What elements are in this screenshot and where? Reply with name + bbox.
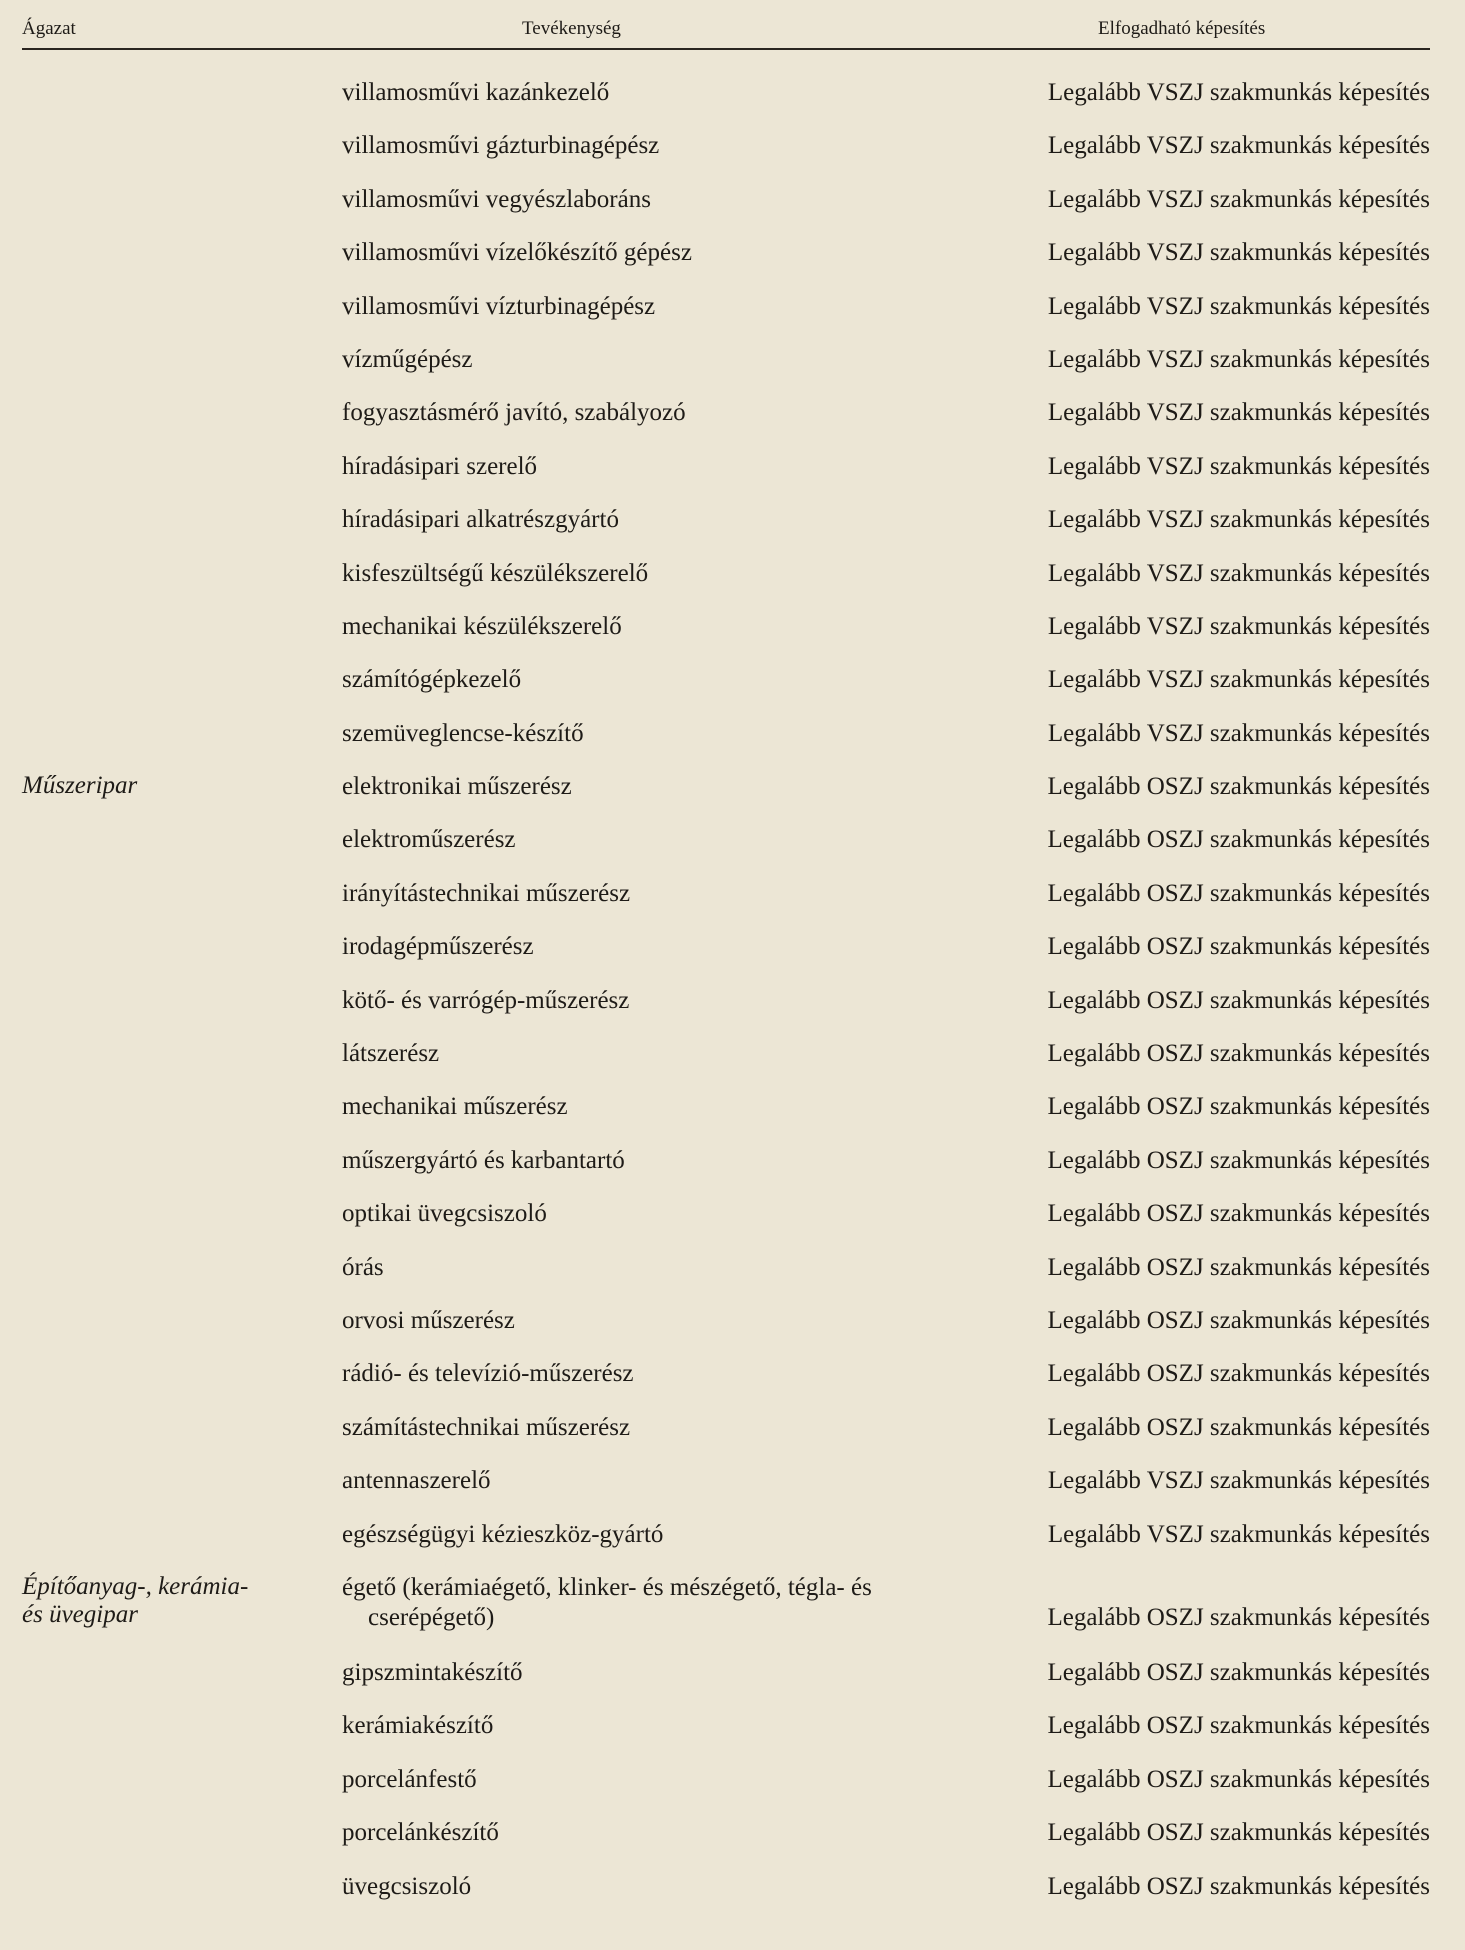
cell-tevekenyseg: porcelánfestő — [342, 1765, 477, 1793]
cell-tevekenyseg: számítástechnikai műszerész — [342, 1413, 631, 1441]
table-row — [22, 1866, 1430, 1919]
cell-tevekenyseg: villamosművi gázturbinagépész — [342, 132, 660, 160]
cell-kepesites: Legalább OSZJ szakmunkás képesítés — [1047, 1146, 1430, 1174]
cell-tevekenyseg: irodagépműszerész — [342, 933, 534, 961]
cell-tevekenyseg: orvosi műszerész — [342, 1306, 515, 1334]
cell-kepesites: Legalább VSZJ szakmunkás képesítés — [1047, 185, 1430, 213]
table-row — [22, 499, 1430, 552]
table-row — [22, 819, 1430, 872]
cell-kepesites: Legalább VSZJ szakmunkás képesítés — [1047, 239, 1430, 267]
table-row — [22, 1353, 1430, 1406]
cell-kepesites: Legalább VSZJ szakmunkás képesítés — [1047, 612, 1430, 640]
cell-kepesites: Legalább OSZJ szakmunkás képesítés — [1047, 1413, 1430, 1441]
cell-kepesites: Legalább VSZJ szakmunkás képesítés — [1047, 1467, 1430, 1495]
table-row — [22, 1033, 1430, 1086]
cell-kepesites: Legalább VSZJ szakmunkás képesítés — [1047, 719, 1430, 747]
cell-kepesites: Legalább VSZJ szakmunkás képesítés — [1047, 1520, 1430, 1548]
cell-kepesites: Legalább VSZJ szakmunkás képesítés — [1047, 132, 1430, 160]
cell-tevekenyseg: optikai üvegcsiszoló — [342, 1200, 547, 1228]
table-row — [22, 766, 1430, 819]
cell-kepesites: Legalább OSZJ szakmunkás képesítés — [1047, 773, 1430, 801]
cell-agazat: Műszeripar — [22, 772, 138, 800]
table-row — [22, 72, 1430, 125]
cell-kepesites: Legalább VSZJ szakmunkás képesítés — [1047, 559, 1430, 587]
table-row — [22, 286, 1430, 339]
cell-tevekenyseg: szemüveglencse-készítő — [342, 719, 584, 747]
table-row — [22, 980, 1430, 1033]
cell-tevekenyseg: órás — [342, 1253, 384, 1281]
cell-tevekenyseg: egészségügyi kézieszköz-gyártó — [342, 1520, 664, 1548]
cell-kepesites: Legalább VSZJ szakmunkás képesítés — [1047, 345, 1430, 373]
cell-tevekenyseg: mechanikai műszerész — [342, 1093, 568, 1121]
cell-tevekenyseg: mechanikai készülékszerelő — [342, 612, 622, 640]
table-row — [22, 1086, 1430, 1139]
cell-tevekenyseg: porcelánkészítő — [342, 1819, 499, 1847]
cell-tevekenyseg: elektroműszerész — [342, 826, 516, 854]
cell-tevekenyseg: számítógépkezelő — [342, 666, 522, 694]
table-row — [22, 1460, 1430, 1513]
cell-kepesites: Legalább VSZJ szakmunkás képesítés — [1047, 292, 1430, 320]
table-row — [22, 1812, 1430, 1865]
cell-kepesites: Legalább OSZJ szakmunkás képesítés — [1047, 1765, 1430, 1793]
cell-kepesites: Legalább OSZJ szakmunkás képesítés — [1047, 1306, 1430, 1334]
table-row — [22, 1407, 1430, 1460]
cell-kepesites: Legalább VSZJ szakmunkás képesítés — [1047, 399, 1430, 427]
table-row — [22, 179, 1430, 232]
cell-tevekenyseg: híradásipari alkatrészgyártó — [342, 506, 619, 534]
cell-tevekenyseg: villamosművi vegyészlaboráns — [342, 185, 651, 213]
cell-kepesites: Legalább OSZJ szakmunkás képesítés — [1047, 1658, 1430, 1686]
cell-tevekenyseg: műszergyártó és karbantartó — [342, 1146, 625, 1174]
cell-kepesites: Legalább OSZJ szakmunkás képesítés — [1047, 1603, 1430, 1631]
table-body — [22, 72, 1430, 1919]
cell-kepesites: Legalább OSZJ szakmunkás képesítés — [1047, 1200, 1430, 1228]
cell-tevekenyseg: fogyasztásmérő javító, szabályozó — [342, 399, 686, 427]
header-kepesites: Elfogadható képesítés — [1098, 18, 1266, 39]
cell-tevekenyseg: híradásipari szerelő — [342, 452, 538, 480]
cell-kepesites: Legalább VSZJ szakmunkás képesítés — [1047, 452, 1430, 480]
cell-tevekenyseg: kerámiakészítő — [342, 1712, 494, 1740]
table-row — [22, 606, 1430, 659]
header-agazat: Ágazat — [22, 18, 76, 39]
table-row — [22, 713, 1430, 766]
cell-kepesites: Legalább OSZJ szakmunkás képesítés — [1047, 1819, 1430, 1847]
table-row — [22, 1193, 1430, 1246]
table-row — [22, 232, 1430, 285]
table-row — [22, 446, 1430, 499]
cell-tevekenyseg: látszerész — [342, 1040, 440, 1068]
table-row — [22, 1652, 1430, 1705]
cell-kepesites: Legalább OSZJ szakmunkás képesítés — [1047, 1253, 1430, 1281]
cell-agazat: Építőanyag-, kerámia- és üvegipar — [22, 1572, 249, 1628]
table-row — [22, 1705, 1430, 1758]
table-row — [22, 339, 1430, 392]
table-row — [22, 1567, 1430, 1652]
table-row — [22, 392, 1430, 445]
cell-kepesites: Legalább OSZJ szakmunkás képesítés — [1047, 879, 1430, 907]
cell-kepesites: Legalább OSZJ szakmunkás képesítés — [1047, 1040, 1430, 1068]
table-row — [22, 125, 1430, 178]
table-row — [22, 1514, 1430, 1567]
cell-tevekenyseg: elektronikai műszerész — [342, 773, 572, 801]
cell-tevekenyseg: kötő- és varrógép-műszerész — [342, 986, 630, 1014]
table-row — [22, 1247, 1430, 1300]
cell-tevekenyseg: rádió- és televízió-műszerész — [342, 1360, 634, 1388]
table-row — [22, 1140, 1430, 1193]
cell-tevekenyseg: villamosművi vízelőkészítő gépész — [342, 239, 692, 267]
table-row — [22, 659, 1430, 712]
cell-tevekenyseg: égető (kerámiaégető, klinker- és mészégető, tégla- és cserépégető) — [342, 1573, 872, 1631]
cell-tevekenyseg: vízműgépész — [342, 345, 473, 373]
header-tevekenyseg: Tevékenység — [522, 18, 621, 39]
cell-tevekenyseg: üvegcsiszoló — [342, 1872, 472, 1900]
table-row — [22, 1759, 1430, 1812]
cell-kepesites: Legalább OSZJ szakmunkás képesítés — [1047, 1360, 1430, 1388]
cell-kepesites: Legalább VSZJ szakmunkás képesítés — [1047, 506, 1430, 534]
cell-kepesites: Legalább OSZJ szakmunkás képesítés — [1047, 1872, 1430, 1900]
cell-kepesites: Legalább VSZJ szakmunkás képesítés — [1047, 79, 1430, 106]
cell-kepesites: Legalább OSZJ szakmunkás képesítés — [1047, 1093, 1430, 1121]
table-header — [22, 10, 1430, 50]
cell-tevekenyseg: villamosművi vízturbinagépész — [342, 292, 656, 320]
cell-kepesites: Legalább OSZJ szakmunkás képesítés — [1047, 1712, 1430, 1740]
cell-kepesites: Legalább VSZJ szakmunkás képesítés — [1047, 666, 1430, 694]
table-row — [22, 1300, 1430, 1353]
cell-tevekenyseg: irányítástechnikai műszerész — [342, 879, 631, 907]
table-row — [22, 926, 1430, 979]
cell-tevekenyseg: kisfeszültségű készülékszerelő — [342, 559, 649, 587]
cell-tevekenyseg: villamosművi kazánkezelő — [342, 79, 610, 106]
cell-tevekenyseg: antennaszerelő — [342, 1467, 491, 1495]
table-row — [22, 553, 1430, 606]
cell-kepesites: Legalább OSZJ szakmunkás képesítés — [1047, 986, 1430, 1014]
cell-kepesites: Legalább OSZJ szakmunkás képesítés — [1047, 933, 1430, 961]
cell-kepesites: Legalább OSZJ szakmunkás képesítés — [1047, 826, 1430, 854]
cell-tevekenyseg: gipszmintakészítő — [342, 1658, 523, 1686]
table-row — [22, 873, 1430, 926]
